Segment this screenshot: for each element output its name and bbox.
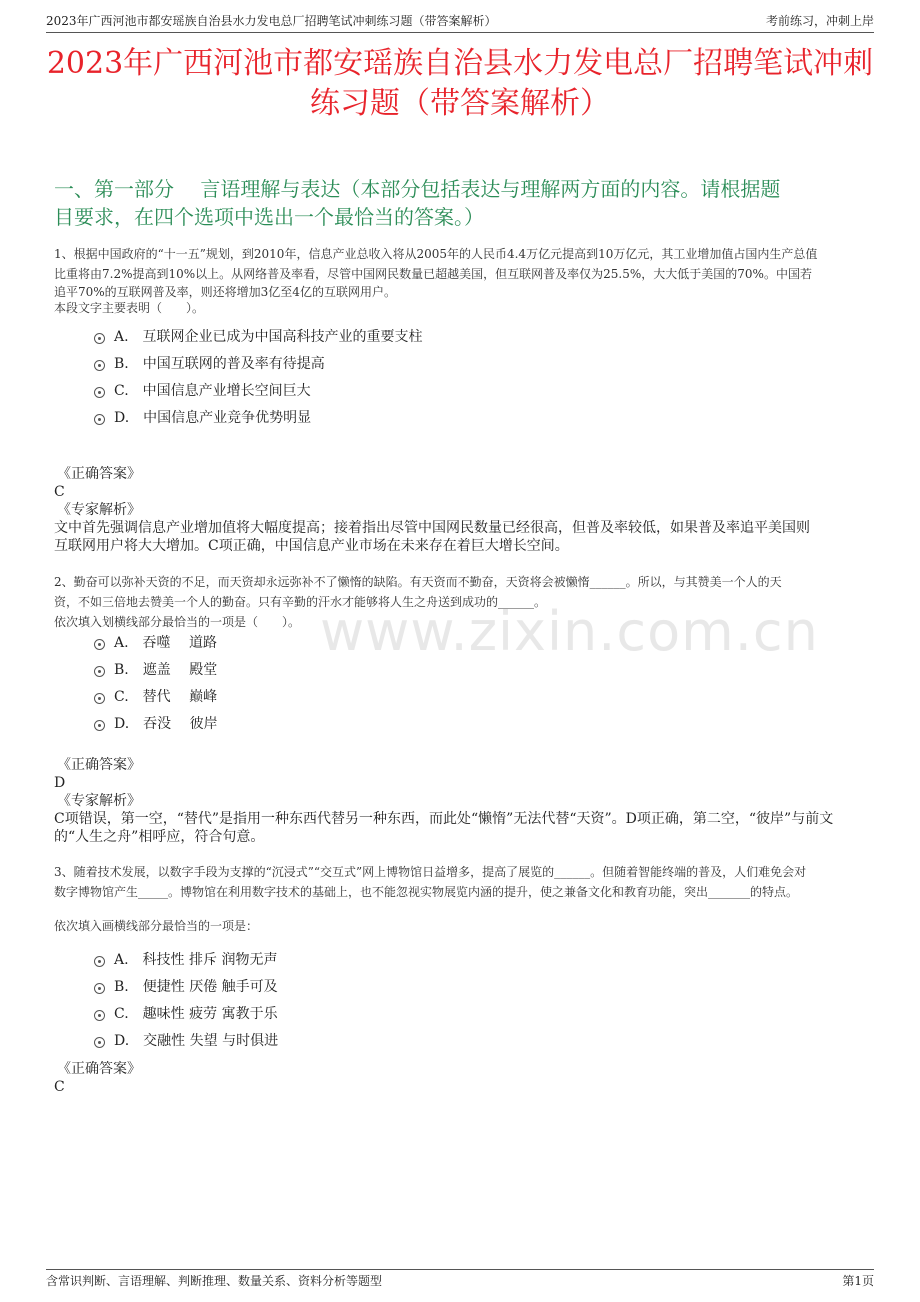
answer-value: C [54,1079,65,1095]
analysis-label: 《专家解析》 [57,793,141,809]
radio-icon[interactable] [94,639,105,650]
option-a[interactable]: A. 互联网企业已成为中国高科技产业的重要支柱 [92,326,423,353]
section-line-2: 目要求，在四个选项中选出一个最恰当的答案。） [54,205,484,229]
analysis-line: C项错误，第一空，“替代”是指用一种东西代替另一种东西，而此处“懒惰”无法代替“天资”。D项正确，第二空，“彼岸”与前文 [54,811,834,827]
radio-icon[interactable] [94,666,105,677]
option-b[interactable]: B. 便捷性 厌倦 触手可及 [92,976,278,1003]
answer-value: C [54,484,65,500]
question-2-options [92,632,218,740]
question-2-stem: 2、勤奋可以弥补天资的不足，而天资却永远弥补不了懒惰的缺陷。有天资而不勤奋，天资将会被懒惰______。所以，与其赞美一个人的天 资，不如三倍地去赞美一个人的勤奋。只有辛勤的汗水才能够将人生之舟送到成功的______。 依次填入划横线部分最恰当的一项是（ ）。 [54,575,782,629]
analysis-line: 互联网用户将大大增加。C项正确，中国信息产业市场在未来存在着巨大增长空间。 [54,538,569,554]
option-b[interactable]: B. 中国互联网的普及率有待提高 [92,353,423,380]
watermark: www.zixin.com.cn [320,600,819,663]
radio-icon[interactable] [94,387,105,398]
section-heading [54,175,866,231]
radio-icon[interactable] [94,720,105,731]
option-c[interactable]: C. 中国信息产业增长空间巨大 [92,380,423,407]
analysis-label: 《专家解析》 [57,502,141,518]
option-a[interactable]: A. 科技性 排斥 润物无声 [92,949,278,976]
option-a[interactable]: A. 吞噬 道路 [92,632,218,659]
footer-topics: 含常识判断、言语理解、判断推理、数量关系、资料分析等题型 [46,1274,383,1288]
document-title [46,44,874,124]
question-2-answer-block [54,756,880,846]
analysis-line: 文中首先强调信息产业增加值将大幅度提高；接着指出尽管中国网民数量已经很高，但普及率较低，如果普及率追平美国则 [54,520,810,536]
page-footer [46,1269,874,1288]
question-3-options [92,949,278,1057]
answer-label: 《正确答案》 [57,1061,141,1077]
analysis-line: 的“人生之舟”相呼应，符合句意。 [54,829,265,845]
option-d[interactable]: D. 吞没 彼岸 [92,713,218,740]
title-line-1: 2023年广西河池市都安瑶族自治县水力发电总厂招聘笔试冲刺 [46,46,874,81]
title-line-2: 练习题（带答案解析） [310,86,610,121]
radio-icon[interactable] [94,333,105,344]
section-line-1: 一、第一部分 言语理解与表达（本部分包括表达与理解两方面的内容。请根据题 [54,177,781,201]
answer-label: 《正确答案》 [57,757,141,773]
radio-icon[interactable] [94,414,105,425]
page-header [46,12,874,33]
radio-icon[interactable] [94,360,105,371]
option-d[interactable]: D. 交融性 失望 与时俱进 [92,1030,278,1057]
option-d[interactable]: D. 中国信息产业竞争优势明显 [92,407,423,434]
radio-icon[interactable] [94,1037,105,1048]
answer-value: D [54,775,66,791]
radio-icon[interactable] [94,693,105,704]
question-1-answer-block [54,465,880,555]
question-3-stem: 3、随着技术发展，以数字手段为支撑的“沉浸式”“交互式”网上博物馆日益增多，提高了展览的______。但随着智能终端的普及，人们难免会对 数字博物馆产生_____。博物馆在利用数字技术的基础上，也不能忽视实物展览内涵的提升，使之兼备文化和教育功能，突出_______的特点。 依次填入画横线部分最恰当的一项是： [54,865,807,933]
question-3-answer-block [54,1060,880,1096]
option-b[interactable]: B. 遮盖 殿堂 [92,659,218,686]
header-doc-title: 2023年广西河池市都安瑶族自治县水力发电总厂招聘笔试冲刺练习题（带答案解析） [46,14,497,28]
option-c[interactable]: C. 趣味性 疲劳 寓教于乐 [92,1003,278,1030]
radio-icon[interactable] [94,956,105,967]
question-1-stem: 1、根据中国政府的“十一五”规划，到2010年，信息产业总收入将从2005年的人民币4.4万亿元提高到10万亿元，其工业增加值占国内生产总值 比重将由7.2%提高到10%以上。从网络普及率看，尽管中国网民数量已超越美国，但互联网普及率仅为25.5%，大大低于美国的70%。中国若 追平70%的互联网普及率，则还将增加3亿至4亿的互联网用户。 本段文字主要表明（ ）。 [54,247,818,315]
radio-icon[interactable] [94,983,105,994]
answer-label: 《正确答案》 [57,466,141,482]
option-c[interactable]: C. 替代 巅峰 [92,686,218,713]
question-1-options [92,326,423,434]
radio-icon[interactable] [94,1010,105,1021]
header-slogan: 考前练习，冲刺上岸 [765,14,874,28]
page-number: 第1页 [842,1274,874,1288]
